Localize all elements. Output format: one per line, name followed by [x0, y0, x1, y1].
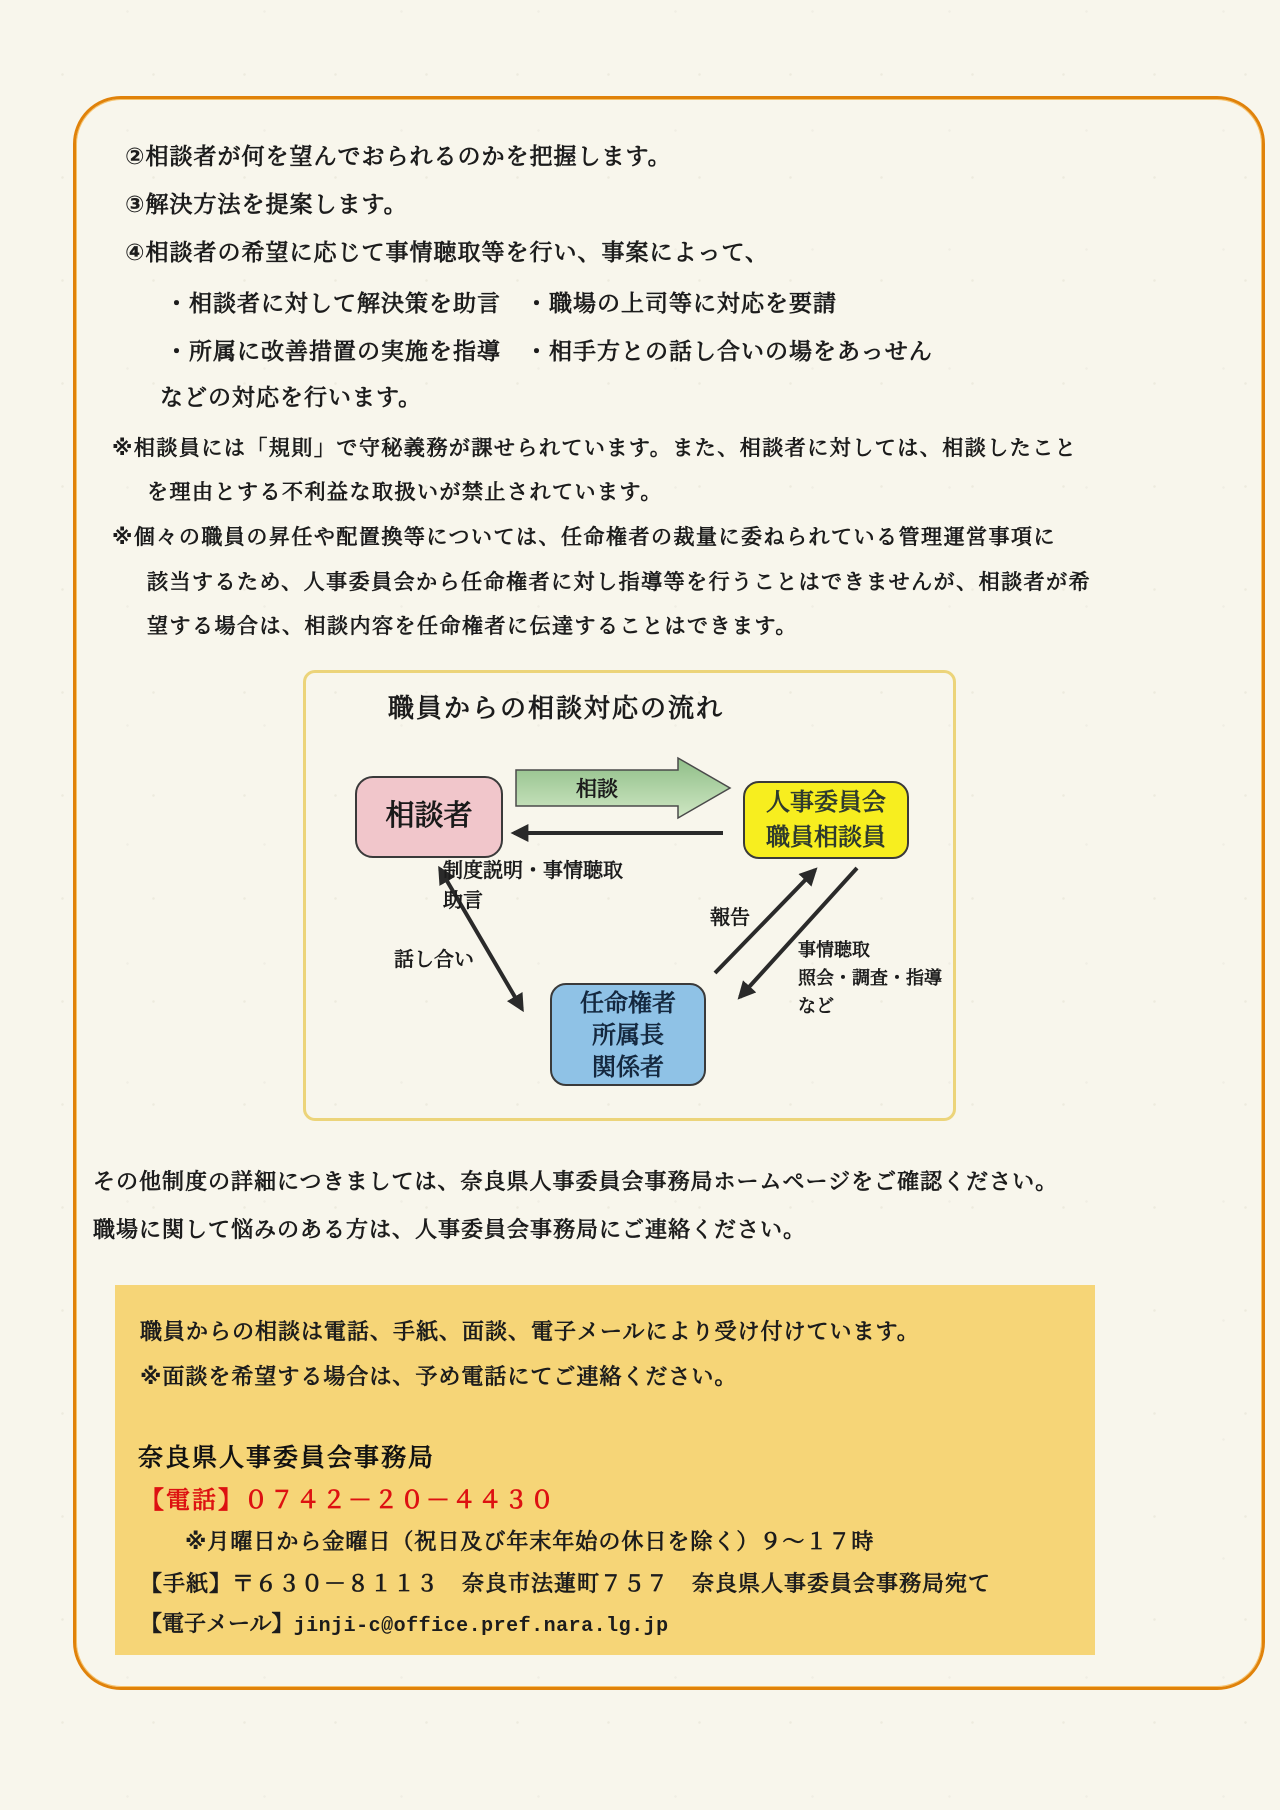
node-appointing-authority-line3: 関係者 [592, 1054, 664, 1081]
intro-line-3: ③解決方法を提案します。 [125, 191, 408, 217]
closing-line-2: 職場に関して悩みのある方は、人事委員会事務局にご連絡ください。 [93, 1217, 807, 1242]
note-management-3: 望する場合は、相談内容を任命権者に伝達することはできます。 [147, 615, 798, 638]
contact-panel [115, 1285, 1095, 1655]
edge-label-explain-line2: 助言 [443, 890, 483, 912]
intro-closing-line: などの対応を行います。 [160, 384, 423, 410]
diagram-title: 職員からの相談対応の流れ [387, 693, 724, 723]
intro-line-2: ②相談者が何を望んでおられるのかを把握します。 [125, 143, 672, 169]
note-management-1: ※個々の職員の昇任や配置換等については、任命権者の裁量に委ねられている管理運営事項に [112, 526, 1056, 549]
office-name: 奈良県人事委員会事務局 [138, 1444, 436, 1472]
edge-label-hearing [798, 936, 942, 1020]
phone-number: ０７４２－２０－４４３０ [244, 1487, 556, 1514]
note-confidentiality-1: ※相談員には「規則」で守秘義務が課せられています。また、相談者に対しては、相談したこと [112, 437, 1078, 460]
closing-line-1: その他制度の詳細につきましては、奈良県人事委員会事務局ホームページをご確認ください。 [93, 1169, 1059, 1194]
node-appointing-authority-line2: 所属長 [592, 1022, 664, 1049]
phone-hours-note: ※月曜日から金曜日（祝日及び年末年始の休日を除く）９～１７時 [185, 1529, 875, 1554]
intro-line-4: ④相談者の希望に応じて事情聴取等を行い、事案によって、 [125, 239, 770, 265]
phone-line [140, 1480, 556, 1515]
node-appointing-authority [550, 983, 706, 1086]
phone-label: 【電話】 [140, 1487, 244, 1514]
bullet-mediation: ・相手方との話し合いの場をあっせん [525, 338, 933, 364]
edge-label-hearing-line2: 照会・調査・指導 [798, 968, 942, 988]
edge-label-talk: 話し合い [394, 949, 474, 971]
edge-label-consult: 相談 [576, 778, 618, 801]
edge-label-explain [443, 856, 623, 916]
letter-address-line: 【手紙】〒６３０－８１１３ 奈良市法蓮町７５７ 奈良県人事委員会事務局宛て [140, 1571, 992, 1596]
node-consulter: 相談者 [355, 776, 503, 858]
email-address: jinji-c@office.pref.nara.lg.jp [293, 1615, 669, 1638]
edge-label-explain-line1: 制度説明・事情聴取 [443, 860, 623, 882]
bullet-advice: ・相談者に対して解決策を助言 [165, 290, 501, 316]
accept-line-2: ※面談を希望する場合は、予め電話にてご連絡ください。 [140, 1364, 738, 1389]
node-personnel-committee [743, 781, 909, 859]
node-personnel-committee-line1: 人事委員会 [766, 789, 886, 816]
email-label: 【電子メール】 [140, 1611, 294, 1636]
consultation-flow-diagram [303, 670, 956, 1121]
node-appointing-authority-line1: 任命権者 [580, 990, 676, 1017]
note-confidentiality-2: を理由とする不利益な取扱いが禁止されています。 [147, 481, 663, 504]
edge-label-hearing-line1: 事情聴取 [798, 940, 870, 960]
email-line [140, 1607, 669, 1638]
node-personnel-committee-line2: 職員相談員 [766, 824, 886, 851]
bullet-guidance: ・所属に改善措置の実施を指導 [165, 338, 501, 364]
edge-label-hearing-line3: など [798, 996, 834, 1016]
edge-label-report: 報告 [710, 907, 750, 929]
accept-line-1: 職員からの相談は電話、手紙、面談、電子メールにより受け付けています。 [140, 1319, 920, 1344]
bullet-request: ・職場の上司等に対応を要請 [525, 290, 837, 316]
note-management-2: 該当するため、人事委員会から任命権者に対し指導等を行うことはできませんが、相談者が希 [147, 571, 1092, 594]
